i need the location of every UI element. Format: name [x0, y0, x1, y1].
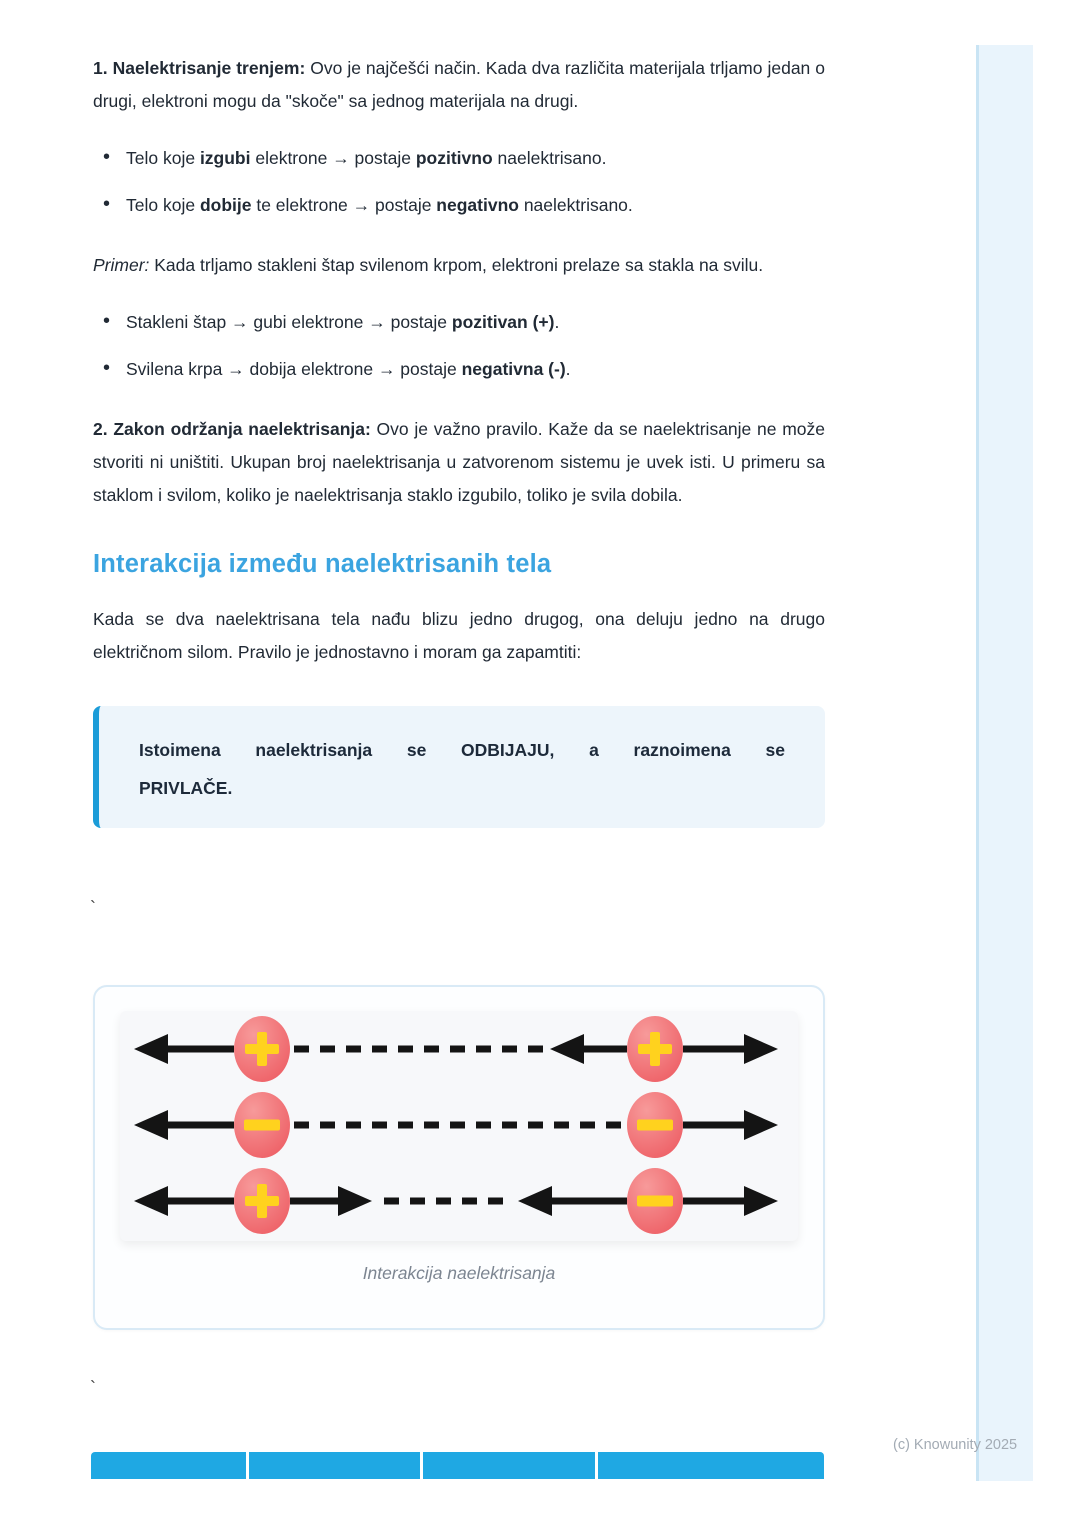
list-item: • Telo koje izgubi elektrone → postaje pozitivno naelektrisano.	[93, 142, 825, 175]
paragraph-lead-bold: 1. Naelektrisanje trenjem:	[93, 58, 306, 78]
paragraph-interaction-intro: Kada se dva naelektrisana tela nađu blizu jedno drugog, ona deluju jedno na drugo električnom silom. Pravilo je jednostavno i moram ga zapamtiti:	[93, 609, 825, 662]
footer-table-strip	[91, 1452, 824, 1479]
figure-card-charge-interaction	[93, 985, 825, 1330]
callout-text-line2: PRIVLAČE.	[139, 778, 233, 798]
example-label: Primer:	[93, 255, 150, 275]
page-edge-highlight-strip	[976, 45, 1033, 1481]
list-item: • Stakleni štap → gubi elektrone → postaje pozitivan (+).	[93, 306, 825, 339]
paragraph-friction-charging: 1. Naelektrisanje trenjem: Ovo je najčešći način. Kada dva različita materijala trljamo jedan o drugi, elektroni mogu da "skoče" sa jednog materijala na drugi.	[93, 58, 825, 111]
rule-callout-box	[93, 706, 825, 828]
bullet-list-electron-transfer	[93, 142, 825, 222]
copyright-text: (c) Knowunity 2025	[893, 1437, 1018, 1453]
callout-text-line1: Istoimena naelektrisanja se ODBIJAJU, a raznoimena se	[139, 740, 785, 760]
bullet-list-glass-silk	[93, 306, 825, 386]
stray-backtick-top: `	[90, 898, 96, 918]
footer-table-cell	[91, 1452, 246, 1479]
note-body	[93, 52, 825, 828]
footer-table-cell	[423, 1452, 595, 1479]
diagram-row	[134, 1092, 778, 1158]
diagram-row	[134, 1168, 778, 1234]
stray-backtick-bottom: `	[90, 1378, 96, 1398]
footer-table-cell	[249, 1452, 420, 1479]
paragraph-conservation-law: 2. Zakon održanja naelektrisanja: Ovo je važno pravilo. Kaže da se naelektrisanje ne može stvoriti ni uništiti. Ukupan broj naelektrisanja u zatvorenom sistemu je uvek isti. U primeru sa staklom i svilom, koliko je naelektrisanja staklo izgubilo, toliko je svila dobila.	[93, 419, 825, 505]
interaction-diagram	[120, 1011, 798, 1241]
diagram-row	[134, 1016, 778, 1082]
figure-caption: Interakcija naelektrisanja	[362, 1263, 556, 1283]
list-item: • Svilena krpa → dobija elektrone → postaje negativna (-).	[93, 353, 825, 386]
figure-image-panel	[120, 1011, 798, 1241]
section-heading-interaction: Interakcija između naelektrisanih tela	[93, 550, 552, 578]
list-item: • Telo koje dobije te elektrone → postaje negativno naelektrisano.	[93, 189, 825, 222]
paragraph-example: Primer: Kada trljamo stakleni štap svilenom krpom, elektroni prelaze sa stakla na svilu.	[93, 255, 764, 275]
paragraph-lead-bold: 2. Zakon održanja naelektrisanja:	[93, 419, 371, 439]
footer-table-cell	[598, 1452, 824, 1479]
